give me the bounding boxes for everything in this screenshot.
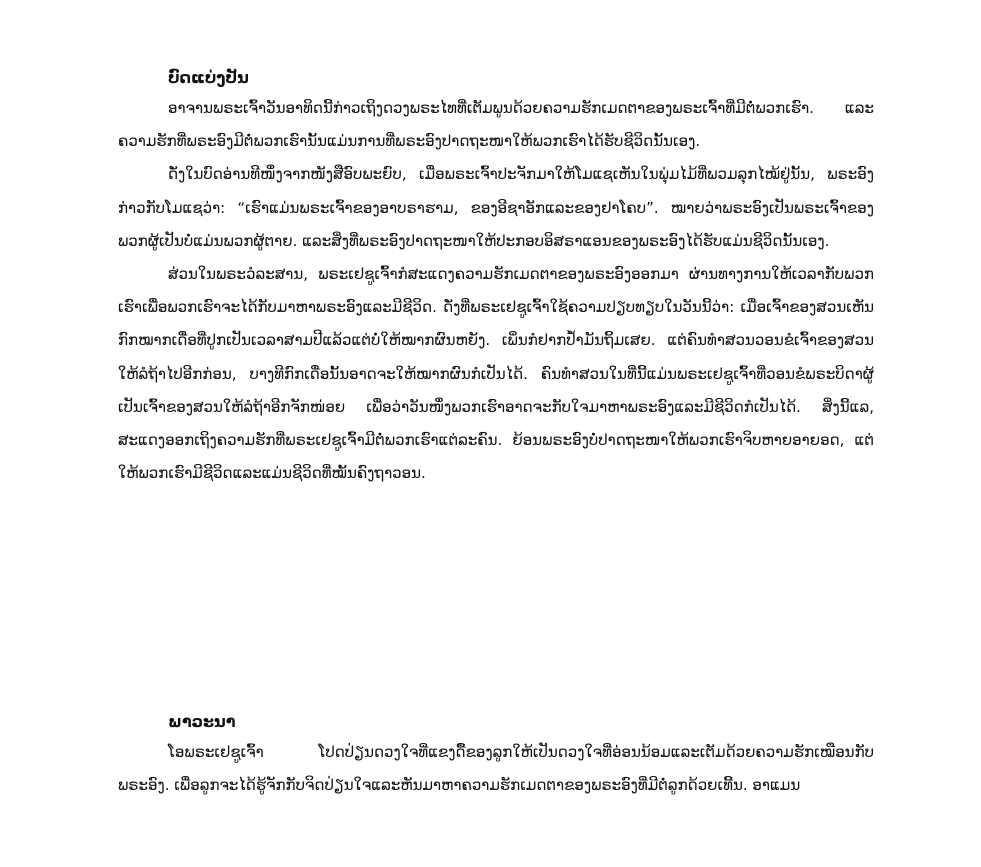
reflection-section [118,64,874,490]
paragraph: ອາຈານພຣະເຈົ້າວັນອາທິດນີ້ກ່າວເຖິງດວງພຣະໄທທີ່ເຕັມພູນດ້ວຍຄວາມຮັກເມດຕາຂອງພຣະເຈົ້າທີ່ມີຕໍ່ພວກເຮົາ. ແລະຄວາມຮັກທີ່ພຣະອົງມີຕໍ່ພວກເຮົານັ້ນແມ່ນການທີ່ພຣະອົງປາດຖະໜາໃຫ້ພວກເຮົາໄດ້ຮັບຊີວິດນັ້ນເອງ. [118,99,874,151]
section-heading: ບົດແບ່ງປັນ [168,68,249,87]
paragraph: ໂອພຣະເຢຊູເຈົ້າ ໂປດປ່ຽນດວງໃຈທີ່ແຂງດື້ຂອງລູກໃຫ້ເປັນດວງໃຈທີ່ອ່ອນນ້ອມແລະເຕັມດ້ວຍຄວາມຮັກເໝືອນກັບພຣະອົງ. ເພື່ອລູກຈະໄດ້ຮູ້ຈັກກັບຈິດປ່ຽນໃຈແລະຫັນມາຫາຄວາມຮັກເມດຕາຂອງພຣະອົງທີ່ມີຕໍ່ລູກດ້ວຍເທີ້ນ. ອາແມນ [118,743,874,795]
paragraph: ສ່ວນໃນພຣະວໍລະສານ, ພຣະເຢຊູເຈົ້າກໍສະແດງຄວາມຮັກເມດຕາຂອງພຣະອົງອອກມາ ຜ່ານທາງການໃຫ້ເວລາກັບພວກເຮົາເພື່ອພວກເຮົາຈະໄດ້ກັບມາຫາພຣະອົງແລະມີຊີວິດ. ດັ່ງທີ່ພຣະເຢຊູເຈົ້າໃຊ້ຄວາມປຽບທຽບໃນວັນນີ້ວ່າ: ເມື່ອເຈົ້າຂອງສວນເຫັນກົກໝາກເດື່ອທີ່ປູກເປັນເວລາສາມປີແລ້ວແຕ່ບໍ່ໃຫ້ໝາກຜົນຫຍັງ. ເພິ່ນກໍຢາກປ້ຳມັນຖິ້ມເສຍ. ແຕ່ຄົນທຳສວນວອນຂໍເຈົ້າຂອງສວນໃຫ້ລໍຖ້າໄປອີກກ່ອນ, ບາງທີກົກເດື່ອນັ້ນອາດຈະໃຫ້ໝາກຜົນກໍເປັນໄດ້. ຄົນທຳສວນໃນທີ່ນີ້ແມ່ນພຣະເຢຊູເຈົ້າທີ່ວອນຂໍພຣະບິດາຜູ້ເປັນເຈົ້າຂອງສວນໃຫ້ລໍຖ້າອີກຈັກໜ່ອຍ ເພື່ອວ່າວັນໜຶ່ງພວກເຮົາອາດຈະກັບໃຈມາຫາພຣະອົງແລະມີຊີວິດກໍເປັນໄດ້. ສິ່ງນີ້ແລ, ສະແດງອອກເຖິງຄວາມຮັກທີ່ພຣະເຢຊູເຈົ້າມີຕໍ່ພວກເຮົາແຕ່ລະຄົນ. ຍ້ອນພຣະອົງບໍ່ປາດຖະໜາໃຫ້ພວກເຮົາຈິບຫາຍອາຍອດ, ແຕ່ໃຫ້ພວກເຮົາມີຊີວິດແລະແມ່ນຊີວິດທີ່ໝັ້ນຄົງຖາວອນ. [118,265,874,483]
section-heading: ພາວະນາ [168,712,236,731]
paragraph: ດັ່ງໃນບົດອ່ານທີໜຶ່ງຈາກໜັງສືອົບພະຍົບ, ເມື່ອພຣະເຈົ້າປະຈັກມາໃຫ້ໂມແຊເຫັນໃນພຸ່ມໄມ້ທີ່ພວມລຸກໄໝ້ຢູ່ນັ້ນ, ພຣະອົງກ່າວກັບໂມແຊວ່າ: “ເຮົາແມ່ນພຣະເຈົ້າຂອງອາບຣາຮາມ, ຂອງອີຊາອັກແລະຂອງຢາໂຄບ”. ໝາຍວ່າພຣະອົງເປັນພຣະເຈົ້າຂອງພວກຜູ້ເປັນບໍ່ແມ່ນພວກຜູ້ຕາຍ. ແລະສິ່ງທີ່ພຣະອົງປາດຖະໜາໃຫ້ປະກອບອິສຣາແອນຂອງພຣະອົງໄດ້ຮັບແມ່ນຊີວິດນັ້ນເອງ. [118,165,874,250]
prayer-section [118,708,874,802]
